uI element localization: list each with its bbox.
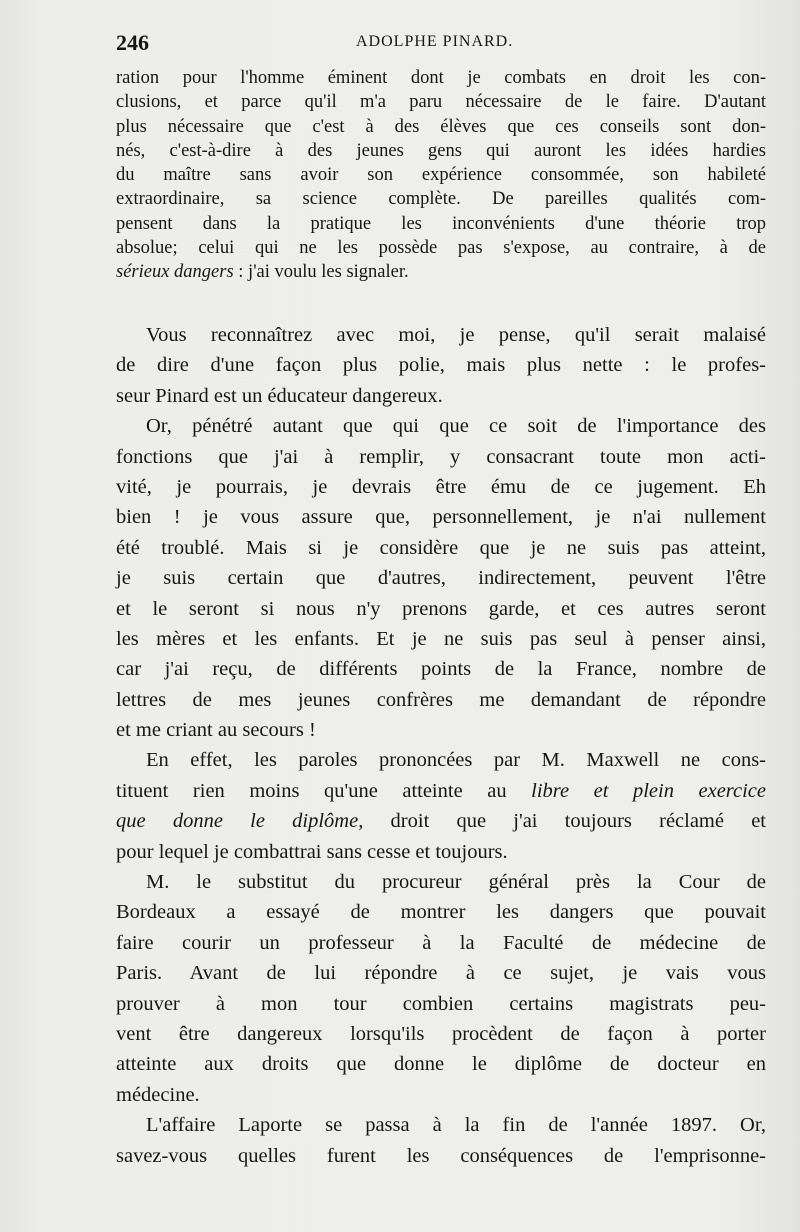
paragraph-line: lettres de mes jeunes confrères me demandant de répondre xyxy=(116,688,766,711)
quote-line: ration pour l'homme éminent dont je combats en droit les con- xyxy=(116,68,766,88)
paragraph-line: faire courir un professeur à la Faculté de médecine de xyxy=(116,931,766,954)
running-head: ADOLPHE PINARD. xyxy=(356,33,514,50)
page-number: 246 xyxy=(116,30,149,55)
paragraph-line: car j'ai reçu, de différents points de la France, nombre de xyxy=(116,658,766,681)
paragraph-line: prouver à mon tour combien certains magistrats peu- xyxy=(116,992,766,1015)
paragraph-line: seur Pinard est un éducateur dangereux. xyxy=(116,384,443,407)
paragraph-line: les mères et les enfants. Et je ne suis pas seul à penser ainsi, xyxy=(116,627,766,650)
paragraph-line: Paris. Avant de lui répondre à ce sujet, je vais vous xyxy=(116,962,766,985)
paragraph-line: médecine. xyxy=(116,1083,200,1106)
paragraph-line: de dire d'une façon plus polie, mais plus nette : le profes- xyxy=(116,354,766,377)
quote-line: du maître sans avoir son expérience consommée, son habileté xyxy=(116,165,766,186)
paragraph-line: été troublé. Mais si je considère que je ne suis pas atteint, xyxy=(116,536,766,559)
quote-line: absolue; celui qui ne les possède pas s'expose, au contraire, à de xyxy=(116,238,766,259)
paragraph-line: L'affaire Laporte se passa à la fin de l'année 1897. Or, xyxy=(146,1114,766,1137)
paragraph-line: vité, je pourrais, je devrais être ému de ce jugement. Eh xyxy=(116,475,766,498)
paragraph-line xyxy=(116,776,766,806)
paragraph-line: atteinte aux droits que donne le diplôme de docteur en xyxy=(116,1053,766,1076)
page-header xyxy=(116,30,756,58)
paragraph-line: je suis certain que d'autres, indirectement, peuvent l'être xyxy=(116,567,766,590)
quote-line: clusions, et parce qu'il m'a paru nécessaire de le faire. D'autant xyxy=(116,92,766,113)
quote-line: pensent dans la pratique les inconvénients d'une théorie trop xyxy=(116,213,766,234)
quoted-passage xyxy=(116,66,766,285)
italic-text: que donne le diplôme, xyxy=(116,810,364,833)
main-text xyxy=(116,320,766,1171)
paragraph-line: bien ! je vous assure que, personnellement, je n'ai nullement xyxy=(116,506,766,529)
paragraph-line: Vous reconnaîtrez avec moi, je pense, qu'il serait malaisé xyxy=(146,324,766,346)
paragraph-line xyxy=(116,806,766,836)
text-run: tituent rien moins qu'une atteinte au xyxy=(116,779,532,802)
text-run: droit que j'ai toujours réclamé et xyxy=(363,810,766,833)
quote-italic-text: sérieux dangers xyxy=(116,262,234,283)
paragraph-line: vent être dangereux lorsqu'ils procèdent de façon à porter xyxy=(116,1022,766,1045)
quote-end-text: : j'ai voulu les signaler. xyxy=(233,262,409,283)
quote-line: plus nécessaire que c'est à des élèves que ces conseils sont don- xyxy=(116,116,766,137)
paragraph-line: savez-vous quelles furent les conséquences de l'emprisonne- xyxy=(116,1144,766,1167)
paragraph-line: et le seront si nous n'y prenons garde, et ces autres seront xyxy=(116,597,766,620)
paragraph-line: M. le substitut du procureur général près la Cour de xyxy=(146,871,766,894)
paragraph-line: Bordeaux a essayé de montrer les dangers que pouvait xyxy=(116,901,766,924)
paragraph-line: En effet, les paroles prononcées par M. Maxwell ne cons- xyxy=(146,749,766,772)
paragraph-line: Or, pénétré autant que qui que ce soit de l'importance des xyxy=(146,415,766,438)
italic-text: libre et plein exercice xyxy=(531,779,767,802)
quote-last-line xyxy=(116,260,766,284)
quote-line: nés, c'est-à-dire à des jeunes gens qui auront les idées hardies xyxy=(116,140,766,161)
quote-line: extraordinaire, sa science complète. De pareilles qualités com- xyxy=(116,189,766,210)
paragraph-line: fonctions que j'ai à remplir, y consacrant toute mon acti- xyxy=(116,445,766,468)
paragraph-line: pour lequel je combattrai sans cesse et toujours. xyxy=(116,840,508,863)
paragraph-line: et me criant au secours ! xyxy=(116,719,316,742)
